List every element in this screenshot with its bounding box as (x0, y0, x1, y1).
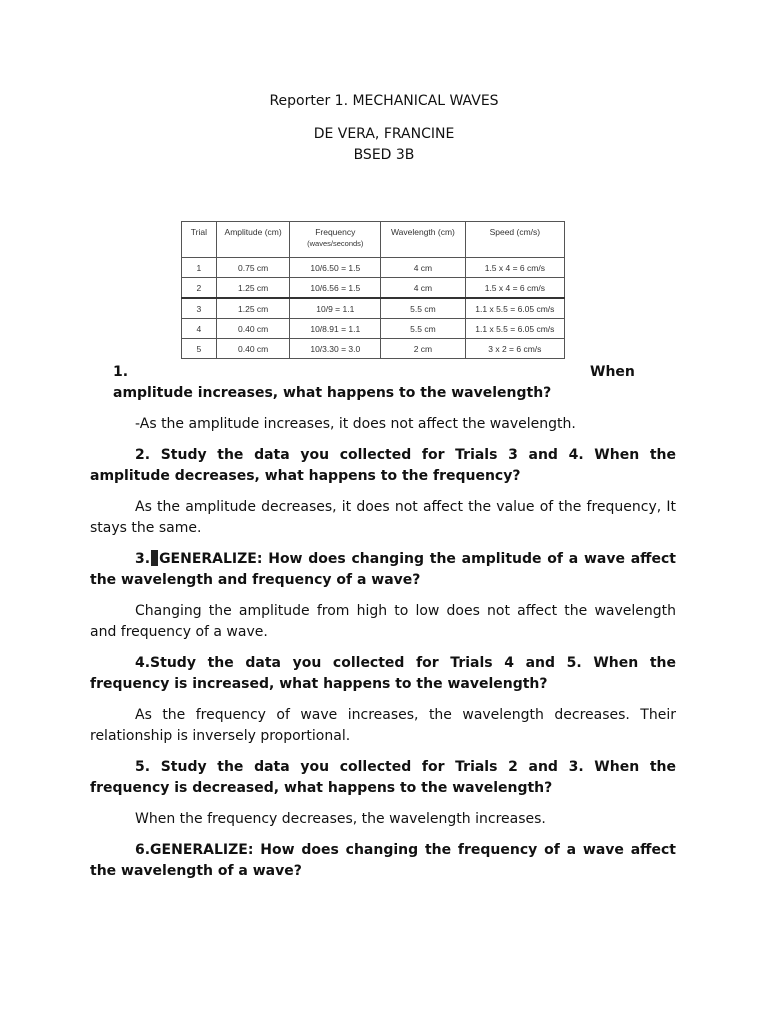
cell-trial: 2 (182, 278, 217, 299)
q1-number: 1. (113, 364, 129, 380)
q4-question (90, 653, 676, 695)
data-table (181, 221, 565, 359)
cell-speed: 1.5 x 4 = 6 cm/s (465, 278, 564, 299)
table-row (182, 298, 565, 319)
cell-frequency: 10/6.50 = 1.5 (290, 258, 381, 278)
q5-answer-text: When the frequency decreases, the wavelength increases. (135, 811, 546, 827)
student-section: BSED 3B (353, 147, 415, 163)
q3-number: 3. (135, 551, 151, 567)
cell-frequency: 10/8.91 = 1.1 (290, 319, 381, 339)
cell-wavelength: 2 cm (381, 339, 466, 359)
cell-speed: 1.1 x 5.5 = 6.05 cm/s (465, 298, 564, 319)
header-frequency-unit: (waves/seconds) (307, 239, 364, 248)
q2-question (90, 445, 676, 487)
header-frequency-label: Frequency (315, 227, 356, 237)
cell-speed: 3 x 2 = 6 cm/s (465, 339, 564, 359)
q1-question-rest: amplitude increases, what happens to the wavelength? (113, 385, 552, 401)
q2-question-text: 2. Study the data you collected for Trials 3 and 4. When the amplitude decreases, what happens to the frequency? (90, 447, 676, 484)
cell-trial: 4 (182, 319, 217, 339)
cell-speed: 1.1 x 5.5 = 6.05 cm/s (465, 319, 564, 339)
cell-amplitude: 0.40 cm (216, 319, 290, 339)
header-speed: Speed (cm/s) (465, 222, 564, 258)
cell-wavelength: 4 cm (381, 258, 466, 278)
q4-answer-text: As the frequency of wave increases, the wavelength decreases. Their relationship is inversely proportional. (90, 707, 676, 744)
q2-answer-text: As the amplitude decreases, it does not affect the value of the frequency, It stays the same. (90, 499, 676, 536)
q1-answer-text: -As the amplitude increases, it does not affect the wavelength. (135, 416, 576, 432)
cell-wavelength: 5.5 cm (381, 319, 466, 339)
q2-answer (90, 497, 676, 539)
report-title: Reporter 1. MECHANICAL WAVES (269, 93, 499, 109)
cell-trial: 1 (182, 258, 217, 278)
q3-answer-text: Changing the amplitude from high to low does not affect the wavelength and frequency of a wave. (90, 603, 676, 640)
q6-question (90, 840, 676, 882)
q1-when: When (590, 364, 635, 380)
cell-frequency: 10/3.30 = 3.0 (290, 339, 381, 359)
table-row (182, 258, 565, 278)
cell-speed: 1.5 x 4 = 6 cm/s (465, 258, 564, 278)
table-row (182, 319, 565, 339)
q3-answer (90, 601, 676, 643)
cell-trial: 3 (182, 298, 217, 319)
header-wavelength: Wavelength (cm) (381, 222, 466, 258)
cell-frequency: 10/6.56 = 1.5 (290, 278, 381, 299)
cell-wavelength: 5.5 cm (381, 298, 466, 319)
cell-trial: 5 (182, 339, 217, 359)
table-row (182, 278, 565, 299)
header-frequency (290, 222, 381, 258)
cell-amplitude: 0.40 cm (216, 339, 290, 359)
header-amplitude: Amplitude (cm) (216, 222, 290, 258)
q1-answer (90, 414, 676, 435)
table-header-row (182, 222, 565, 258)
cell-wavelength: 4 cm (381, 278, 466, 299)
cell-frequency: 10/9 = 1.1 (290, 298, 381, 319)
text-cursor (151, 550, 158, 566)
q6-question-text: 6.GENERALIZE: How does changing the frequency of a wave affect the wavelength of a wave? (90, 842, 676, 879)
header-trial: Trial (182, 222, 217, 258)
q3-question (90, 549, 676, 591)
q5-answer (90, 809, 676, 830)
student-name: DE VERA, FRANCINE (313, 126, 455, 142)
table-row (182, 339, 565, 359)
q4-answer (90, 705, 676, 747)
cell-amplitude: 1.25 cm (216, 298, 290, 319)
q4-question-text: 4.Study the data you collected for Trials 4 and 5. When the frequency is increased, what happens to the wavelength? (90, 655, 676, 692)
q5-question-text: 5. Study the data you collected for Trials 2 and 3. When the frequency is decreased, what happens to the wavelength? (90, 759, 676, 796)
q5-question (90, 757, 676, 799)
cell-amplitude: 0.75 cm (216, 258, 290, 278)
q3-question-text: GENERALIZE: How does changing the amplitude of a wave affect the wavelength and frequency of a wave? (90, 551, 676, 588)
cell-amplitude: 1.25 cm (216, 278, 290, 299)
